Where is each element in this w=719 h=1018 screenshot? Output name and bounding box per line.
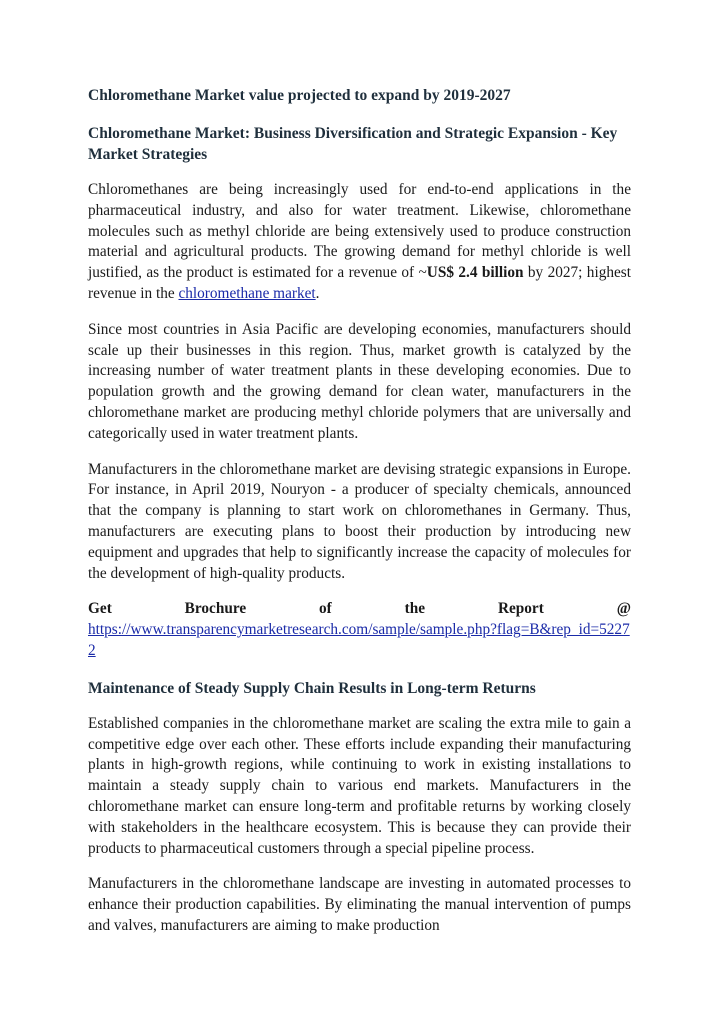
paragraph-intro-text-c: . bbox=[315, 284, 320, 302]
paragraph-intro-text-a: Chloromethanes are being increasingly used for end-to-end applications in the pharmaceutical industry, and also for water treatment. Likewise, chloromethane molecules such as methyl chloride are being extensively used to produce construction material and agricultural products. The growing demand for methyl chloride is well justified, as the product is estimated for a revenue of ~ bbox=[88, 181, 631, 282]
brochure-word: Report bbox=[497, 600, 544, 618]
paragraph-intro-text-b: by 2027; highest revenue in the bbox=[88, 264, 631, 302]
paragraph-asia-pacific: Since most countries in Asia Pacific are developing economies, manufacturers should scale up their businesses in this region. Thus, market growth is catalyzed by the increasing number of water treatment plants in these developing economies. Due to population growth and the growing demand for clean water, manufacturers in the chloromethane market are producing methyl chloride polymers that are universally and categorically used in water treatment plants. bbox=[88, 320, 631, 442]
brochure-line bbox=[88, 599, 631, 620]
brochure-word: of bbox=[319, 600, 332, 618]
paragraph-intro bbox=[88, 180, 631, 305]
chloromethane-market-link[interactable]: chloromethane market bbox=[178, 284, 316, 302]
brochure-word: @ bbox=[616, 600, 631, 618]
paragraph-europe: Manufacturers in the chloromethane market are devising strategic expansions in Europe. For instance, in April 2019, Nouryon - a producer of specialty chemicals, announced that the company is planning to start work on chloromethanes in Germany. Thus, manufacturers are executing plans to boost their production by introducing new equipment and upgrades that help to significantly increase the capacity of molecules for the development of high-quality products. bbox=[88, 460, 631, 582]
section-heading-supply-chain: Maintenance of Steady Supply Chain Results in Long-term Returns bbox=[88, 679, 536, 697]
brochure-word: Get bbox=[88, 600, 112, 618]
page-title: Chloromethane Market value projected to expand by 2019-2027 bbox=[88, 87, 511, 104]
brochure-word: the bbox=[404, 600, 426, 618]
revenue-highlight: US$ 2.4 billion bbox=[426, 264, 524, 282]
section-heading-strategies: Chloromethane Market: Business Diversification and Strategic Expansion - Key Market Strategies bbox=[88, 125, 618, 163]
brochure-word: Brochure bbox=[184, 600, 247, 618]
paragraph-established-companies: Established companies in the chloromethane market are scaling the extra mile to gain a competitive edge over each other. These efforts include expanding their manufacturing plants in high-growth regions, while continuing to work in existing installations to maintain a steady supply chain to various end markets. Manufacturers in the chloromethane market can ensure long-term and profitable returns by working closely with stakeholders in the healthcare ecosystem. This is because they can provide their products to pharmaceutical customers through a special pipeline process. bbox=[88, 714, 631, 857]
paragraph-automation: Manufacturers in the chloromethane landscape are investing in automated processes to enhance their production capabilities. By eliminating the manual intervention of pumps and valves, manufacturers are aiming to make production bbox=[88, 875, 631, 934]
brochure-url-link[interactable]: https://www.transparencymarketresearch.com/sample/sample.php?flag=B&rep_id=52272 bbox=[88, 621, 630, 659]
